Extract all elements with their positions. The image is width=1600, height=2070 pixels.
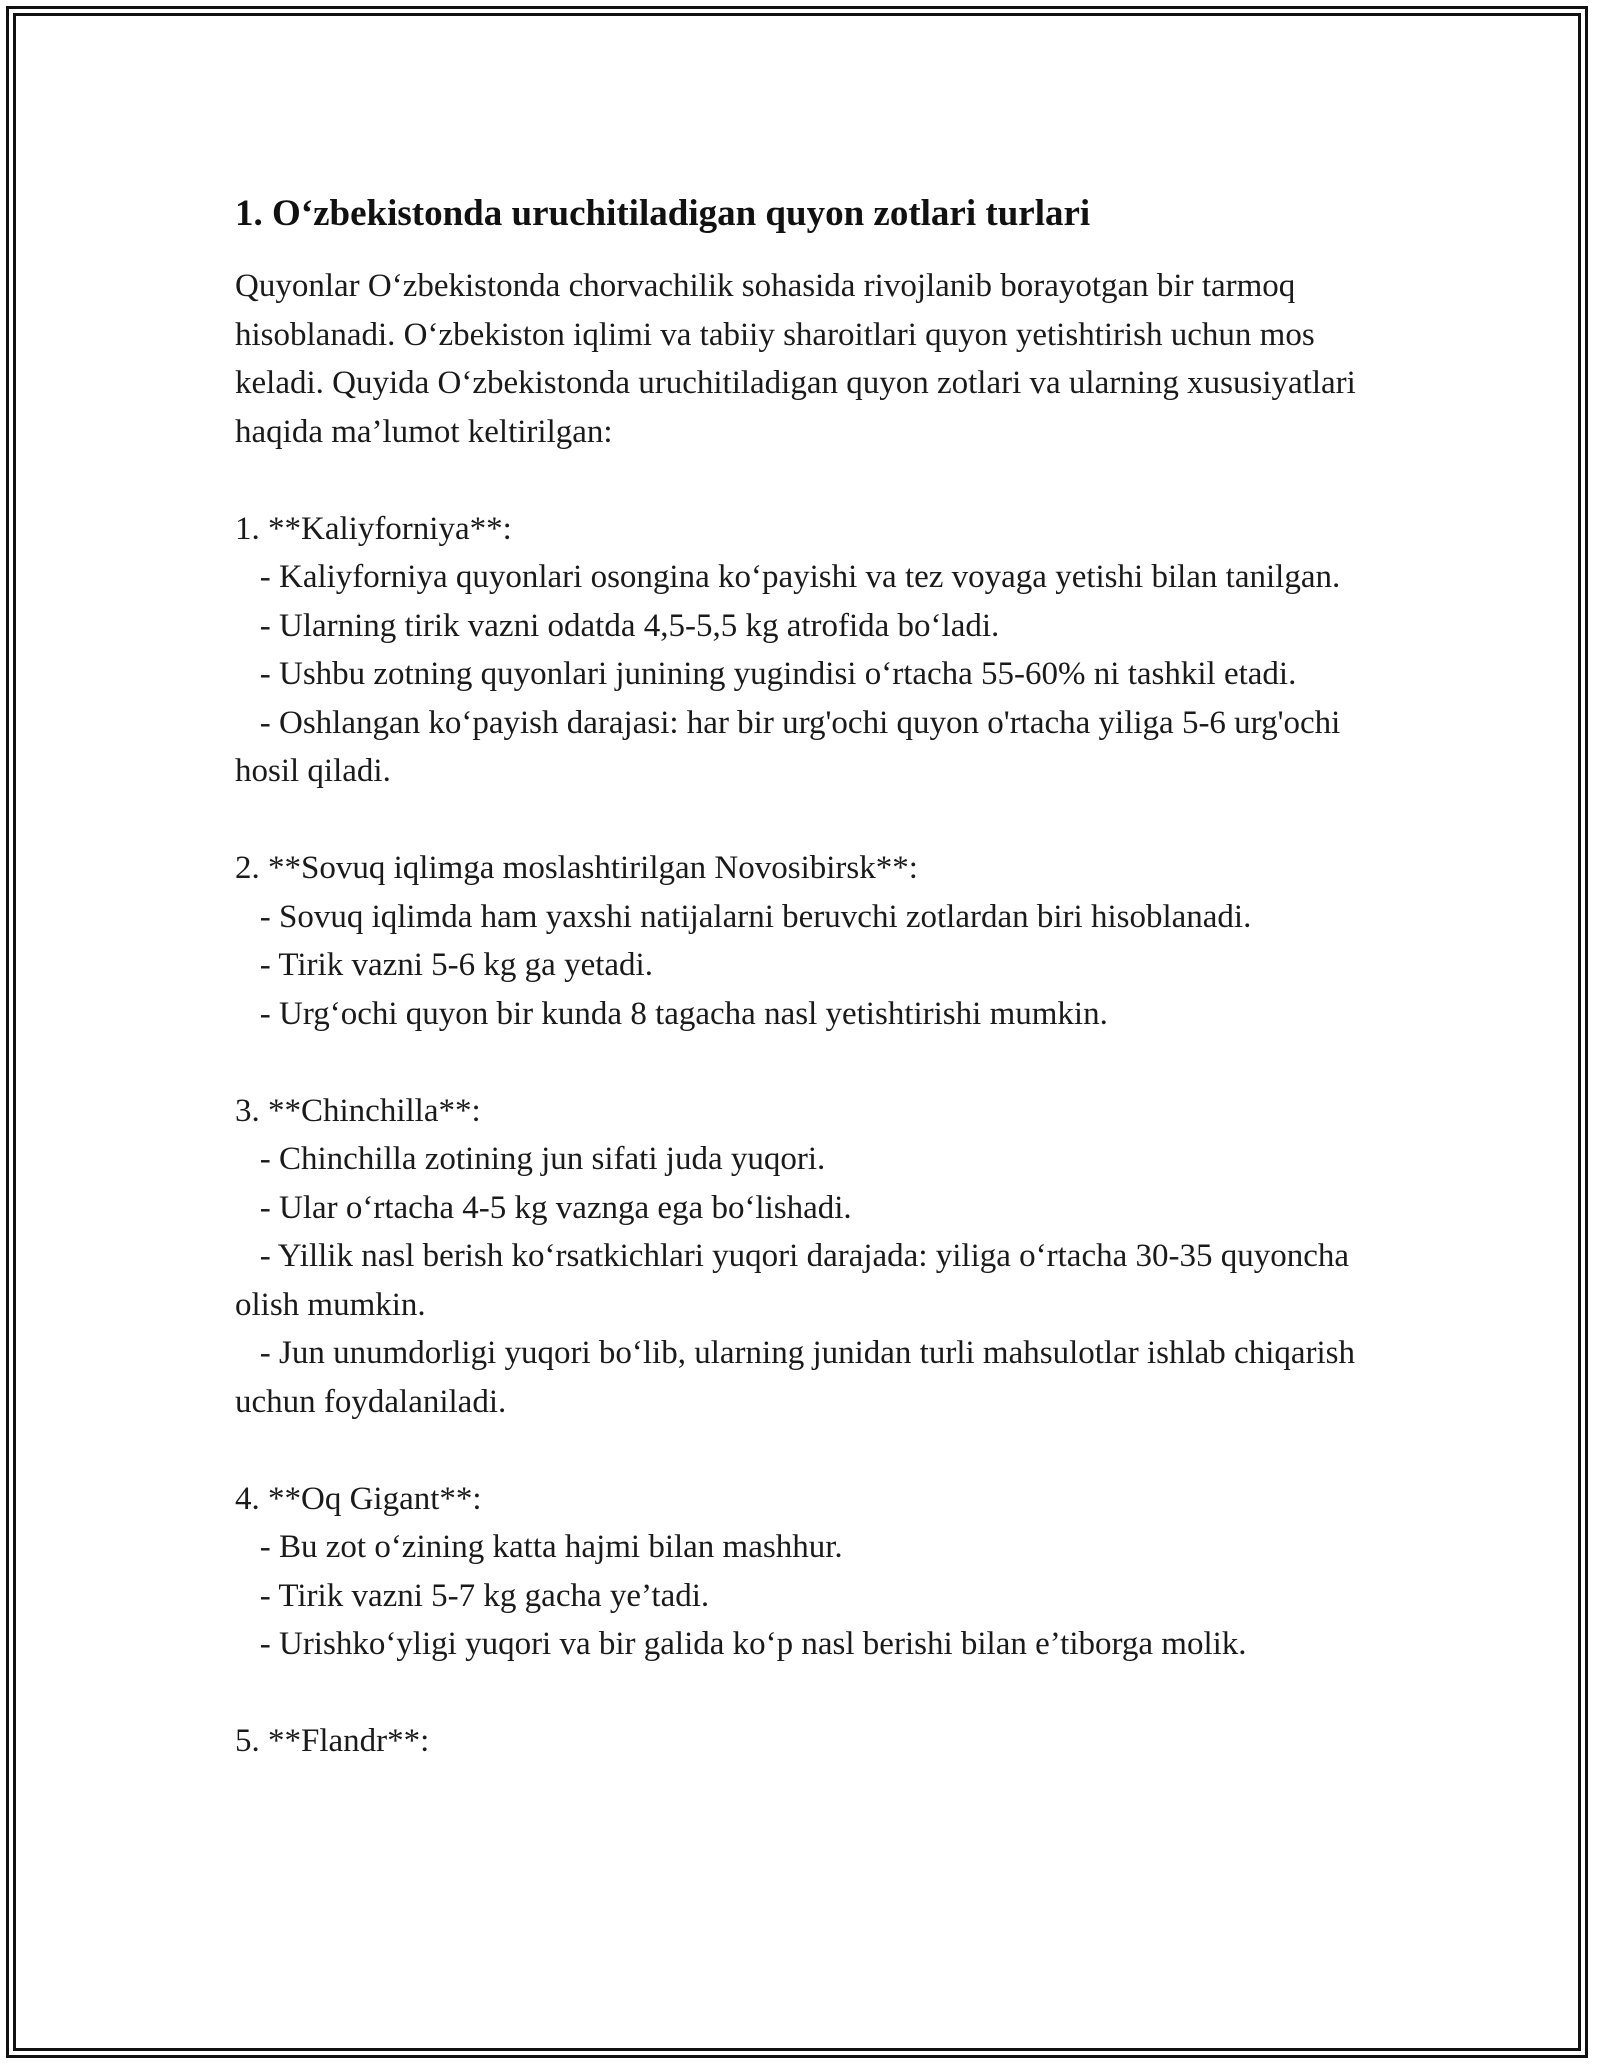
breed-section-novosibirsk (235, 844, 1395, 1038)
breed-bullet: - Tirik vazni 5-6 kg ga yetadi. (235, 947, 653, 983)
breed-bullet: - Jun unumdorligi yuqori bo‘lib, ularning junidan turli mahsulotlar ishlab chiqarish uchun foydalaniladi. (235, 1335, 1364, 1420)
breed-bullet: - Oshlangan ko‘payish darajasi: har bir urg'ochi quyon o'rtacha yiliga 5-6 urg'ochi hosil qiladi. (235, 704, 1349, 789)
document-heading: 1. O‘zbekistonda uruchitiladigan quyon zotlari turlari (235, 193, 1091, 234)
breed-bullet: - Sovuq iqlimda ham yaxshi natijalarni beruvchi zotlardan biri hisoblanadi. (235, 898, 1252, 935)
breed-title: 1. **Kaliyforniya**: (235, 510, 512, 547)
document-body (235, 188, 1395, 1766)
breed-section-kaliyforniya (235, 505, 1395, 796)
breed-bullet: - Urg‘ochi quyon bir kunda 8 tagacha nasl yetishtirishi mumkin. (235, 995, 1108, 1032)
breed-section-oq-gigant (235, 1475, 1395, 1669)
breed-bullet: - Kaliyforniya quyonlari osongina ko‘payishi va tez voyaga yetishi bilan tanilgan. (235, 559, 1341, 595)
breed-bullet: - Chinchilla zotining jun sifati juda yuqori. (235, 1141, 826, 1177)
breed-bullet: - Yillik nasl berish ko‘rsatkichlari yuqori darajada: yiliga o‘rtacha 30-35 quyoncha olish mumkin. (235, 1238, 1358, 1323)
breed-title: 5. **Flandr**: (235, 1723, 430, 1759)
breed-title: 4. **Oq Gigant**: (235, 1480, 482, 1517)
breed-bullet: - Ushbu zotning quyonlari junining yugindisi o‘rtacha 55-60% ni tashkil etadi. (235, 656, 1297, 692)
intro-paragraph: Quyonlar O‘zbekistonda chorvachilik sohasida rivojlanib borayotgan bir tarmoq hisoblanadi. O‘zbekiston iqlimi va tabiiy sharoitlari quyon yetishtirish uchun mos keladi. Quyida O‘zbekistonda uruchitiladigan quyon zotlari va ularning xususiyatlari haqida ma’lumot keltirilgan: (235, 268, 1356, 450)
breed-bullet: - Bu zot o‘zining katta hajmi bilan mashhur. (235, 1529, 843, 1565)
breed-title: 3. **Chinchilla**: (235, 1092, 481, 1129)
breed-bullet: - Ularning tirik vazni odatda 4,5-5,5 kg atrofida bo‘ladi. (235, 607, 1000, 644)
breed-bullet: - Ular o‘rtacha 4-5 kg vaznga ega bo‘lishadi. (235, 1189, 852, 1226)
breed-bullet: - Tirik vazni 5-7 kg gacha ye’tadi. (235, 1577, 710, 1614)
breed-title: 2. **Sovuq iqlimga moslashtirilgan Novosibirsk**: (235, 850, 918, 886)
breed-section-chinchilla (235, 1087, 1395, 1427)
breed-bullet: - Urishko‘yligi yuqori va bir galida ko‘p nasl berishi bilan e’tiborga molik. (235, 1626, 1247, 1662)
breed-section-flandr (235, 1717, 1395, 1766)
